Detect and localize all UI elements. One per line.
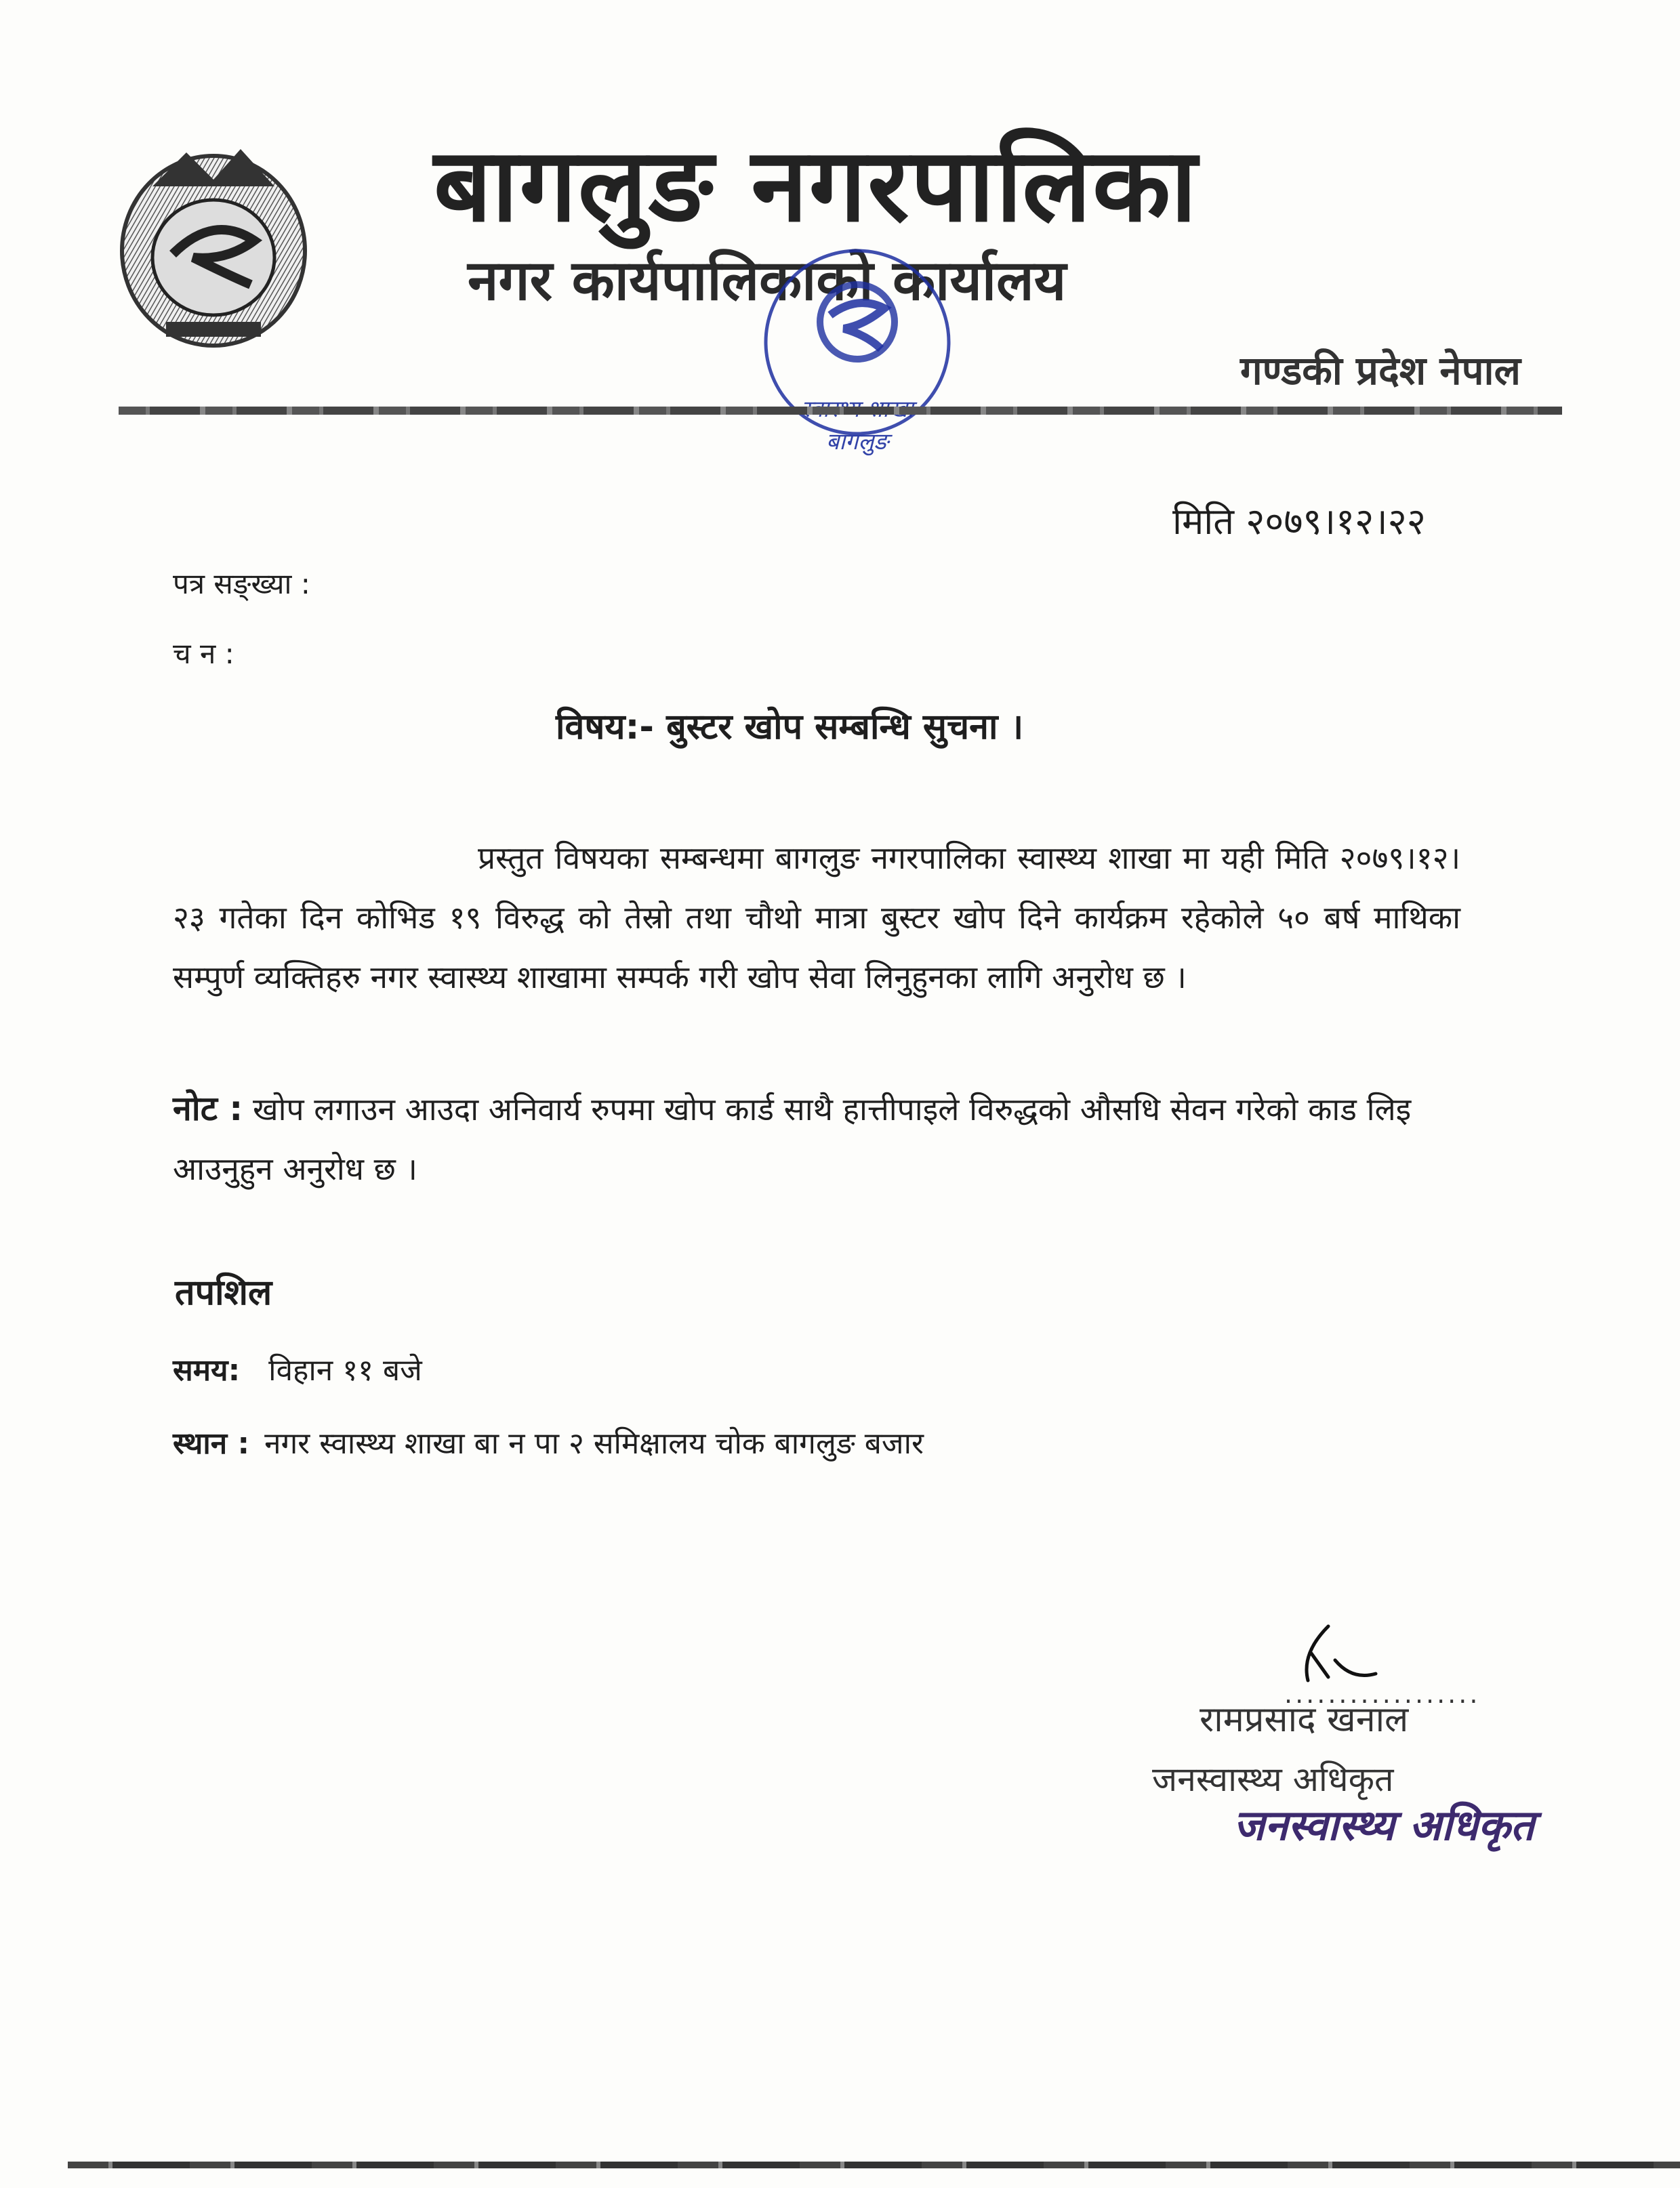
time-row: [173, 1348, 422, 1389]
place-value: नगर स्वास्थ्य शाखा बा न पा २ समिक्षालय चोक बागलुङ बजार: [264, 1426, 924, 1461]
time-label: समय:: [173, 1353, 241, 1388]
signatory-designation: जनस्वास्थ्य अधिकृत: [1152, 1760, 1394, 1799]
patra-sankhya: पत्र सङ्ख्या :: [173, 567, 310, 600]
body-text: प्रस्तुत विषयका सम्बन्धमा बागलुङ नगरपालिका स्वास्थ्य शाखा मा यही मिति २०७९।१२।२३ गतेका दिन कोभिड १९ विरुद्ध को तेस्रो तथा चौथो मात्रा बुस्टर खोप दिने कार्यक्रम रहेकोले ५० बर्ष माथिका सम्पुर्ण व्यक्तिहरु नगर स्वास्थ्य शाखामा सम्पर्क गरी खोप सेवा लिनुहुनका लागि अनुरोध छ ।: [173, 840, 1460, 995]
header-rule: [119, 407, 1562, 415]
note-label: नोट :: [173, 1089, 243, 1128]
chalani-number: च न :: [173, 637, 234, 670]
province-text: गण्डकी प्रदेश नेपाल: [1240, 348, 1521, 394]
place-row: [173, 1422, 924, 1462]
note-paragraph: [173, 1079, 1460, 1199]
subject-line: विषय:- बुस्टर खोप सम्बन्धि सुचना ।: [556, 707, 1024, 747]
signature-dots: ..................: [1284, 1679, 1481, 1709]
details-heading: तपशिल: [175, 1273, 272, 1313]
note-text: खोप लगाउन आउदा अनिवार्य रुपमा खोप कार्ड साथै हात्तीपाइले विरुद्धको औसधि सेवन गरेको काड लिइ आउनुहुन अनुरोध छ ।: [173, 1091, 1412, 1187]
designation-stamp: जनस्वास्थ्य अधिकृत: [1233, 1800, 1534, 1850]
government-emblem-icon: [112, 139, 315, 356]
signatory-name: रामप्रसाद खनाल: [1200, 1699, 1409, 1740]
office-subtitle: नगर कार्यपालिकाको कार्यालय: [468, 249, 1067, 313]
office-stamp-icon: [742, 234, 972, 464]
municipality-title: बागलुङ नगरपालिका: [434, 127, 1199, 245]
body-paragraph: [173, 828, 1460, 1007]
time-value: विहान ११ बजे: [268, 1353, 422, 1388]
footer-rule: [68, 2162, 1680, 2168]
letter-date: मिति २०७९।१२।२२: [1172, 500, 1426, 543]
svg-text:बागलुङ: बागलुङ: [825, 428, 889, 455]
place-label: स्थान :: [173, 1426, 250, 1461]
